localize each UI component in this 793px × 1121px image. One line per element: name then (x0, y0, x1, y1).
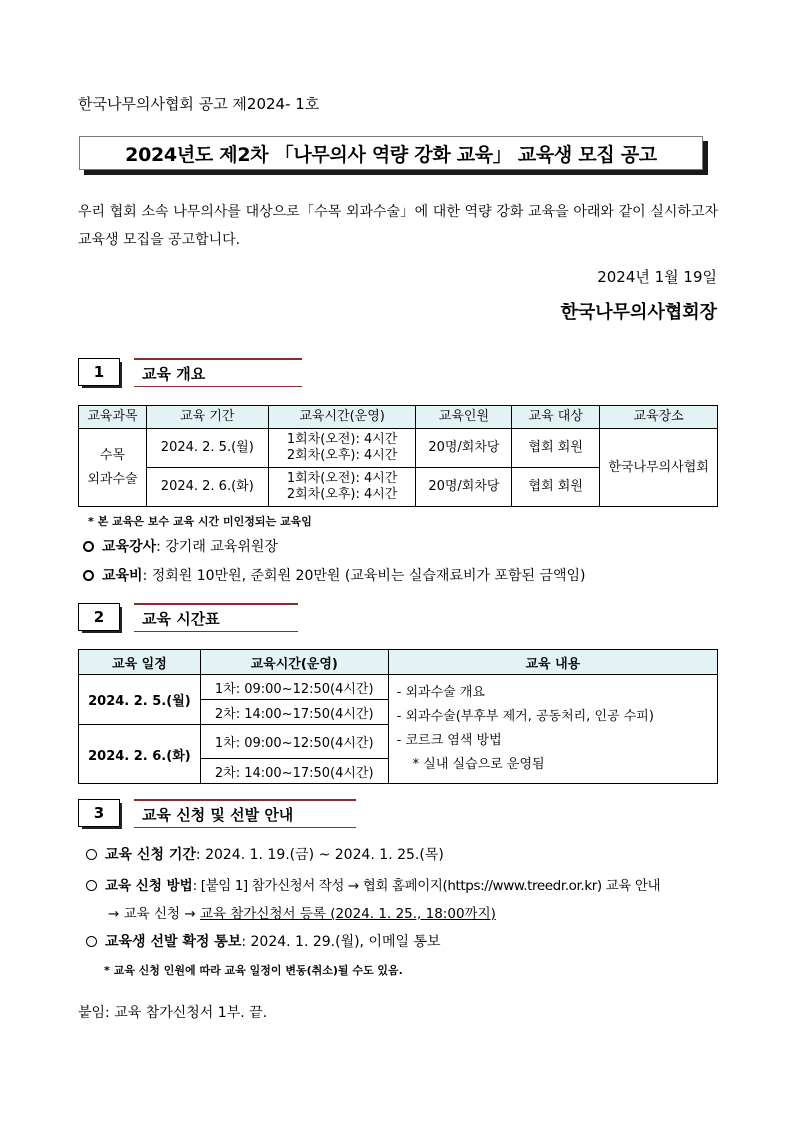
table-row (79, 675, 718, 700)
signer: 한국나무의사협회장 (560, 302, 717, 323)
content-line: - 코르크 염색 방법 (396, 733, 502, 748)
table-header-row (79, 406, 718, 429)
schedule-date: 2024. 2. 6.(화) (79, 725, 201, 784)
overview-table (78, 405, 718, 507)
content-line: * 실내 실습으로 운영됨 (412, 757, 545, 772)
target-cell: 협회 회원 (512, 429, 600, 468)
apply-method-label: 교육 신청 방법 (105, 878, 193, 894)
closing-line: 붙임: 교육 참가신청서 1부. 끝. (78, 1005, 268, 1021)
notice-date: 2024년 1월 19일 (597, 268, 717, 286)
instructor-line (83, 536, 278, 556)
table-header: 교육인원 (416, 406, 512, 429)
content-line: - 외과수술 개요 (396, 685, 485, 700)
notice-number: 한국나무의사협회 공고 제2024- 1호 (78, 95, 320, 113)
section-label: 교육 개요 (134, 358, 302, 387)
section-number: 3 (78, 799, 120, 827)
section-2-header (78, 603, 338, 635)
fee-line (83, 565, 586, 585)
time-line: 1회차(오전): 4시간 (286, 432, 398, 447)
table-header-row (79, 650, 718, 675)
course-line: 외과수술 (87, 471, 138, 487)
course-line: 수목 (99, 447, 125, 463)
page-title-text: 2024년도 제2차 「나무의사 역량 강화 교육」 교육생 모집 공고 (125, 143, 657, 166)
schedule-slot: 1차: 09:00~12:50(4시간) (200, 725, 388, 759)
section-3-header (78, 799, 378, 831)
fee-value: : 정회원 10만원, 준회원 20만원 (교육비는 실습재료비가 포함된 금액임) (142, 568, 586, 584)
intro-paragraph: 우리 협회 소속 나무의사를 대상으로「수목 외과수술」에 대한 역량 강화 교육을 아래와 같이 실시하고자 교육생 모집을 공고합니다. (78, 204, 718, 248)
apply-method-line (86, 874, 660, 894)
target-cell: 협회 회원 (512, 468, 600, 507)
section-label: 교육 시간표 (134, 603, 298, 632)
apply-period-label: 교육 신청 기간 (105, 847, 196, 863)
apply-deadline: 교육 참가신청서 등록 (2024. 1. 25., 18:00까지) (199, 906, 496, 922)
section-number: 1 (78, 358, 120, 386)
section-1-header (78, 358, 338, 390)
apply-method-cont-text: → 교육 신청 → (108, 906, 200, 922)
table-header: 교육 기간 (146, 406, 268, 429)
time-line: 2회차(오후): 4시간 (286, 487, 398, 502)
time-line: 2회차(오후): 4시간 (286, 448, 398, 463)
circle-bullet-icon (86, 849, 97, 860)
table-header: 교육 일정 (79, 650, 201, 675)
instructor-value: : 강기래 교육위원장 (156, 539, 278, 555)
period-cell: 2024. 2. 5.(월) (146, 429, 268, 468)
table-row (79, 429, 718, 468)
circle-bullet-icon (83, 570, 94, 581)
table-header: 교육과목 (79, 406, 147, 429)
fee-label: 교육비 (102, 568, 143, 584)
time-cell (268, 429, 416, 468)
time-line: 1회차(오전): 4시간 (286, 471, 398, 486)
page-title (79, 136, 703, 170)
circle-bullet-icon (86, 936, 97, 947)
schedule-content (388, 675, 717, 784)
table-header: 교육 내용 (388, 650, 717, 675)
schedule-slot: 2차: 14:00~17:50(4시간) (200, 700, 388, 725)
schedule-date: 2024. 2. 5.(월) (79, 675, 201, 725)
capacity-cell: 20명/회차당 (416, 429, 512, 468)
overview-note: * 본 교육은 보수 교육 시간 미인정되는 교육임 (88, 515, 312, 528)
content-line: - 외과수술(부후부 제거, 공동처리, 인공 수피) (396, 709, 654, 724)
table-header: 교육장소 (600, 406, 718, 429)
schedule-slot: 1차: 09:00~12:50(4시간) (200, 675, 388, 700)
schedule-slot: 2차: 14:00~17:50(4시간) (200, 759, 388, 784)
table-header: 교육시간(운영) (268, 406, 416, 429)
time-cell (268, 468, 416, 507)
apply-period-line (86, 844, 444, 864)
notify-label: 교육생 선발 확정 통보 (105, 934, 242, 950)
circle-bullet-icon (86, 880, 97, 891)
notify-value: : 2024. 1. 29.(월), 이메일 통보 (241, 934, 441, 950)
section-label: 교육 신청 및 선발 안내 (134, 799, 356, 828)
table-header: 교육시간(운영) (200, 650, 388, 675)
capacity-cell: 20명/회차당 (416, 468, 512, 507)
table-header: 교육 대상 (512, 406, 600, 429)
apply-method-value: : [붙임 1] 참가신청서 작성 → 협회 홈페이지(https://www.treedr.or.kr) 교육 안내 (192, 878, 661, 894)
period-cell: 2024. 2. 6.(화) (146, 468, 268, 507)
apply-note: * 교육 신청 인원에 따라 교육 일정이 변동(취소)될 수도 있음. (104, 964, 403, 977)
circle-bullet-icon (83, 541, 94, 552)
schedule-table (78, 649, 718, 784)
notify-line (86, 931, 441, 951)
section-number: 2 (78, 603, 120, 631)
apply-method-cont (108, 902, 496, 922)
location-cell: 한국나무의사협회 (600, 429, 718, 507)
apply-period-value: : 2024. 1. 19.(금) ~ 2024. 1. 25.(목) (195, 847, 444, 863)
course-cell (79, 429, 147, 507)
instructor-label: 교육강사 (102, 539, 157, 555)
